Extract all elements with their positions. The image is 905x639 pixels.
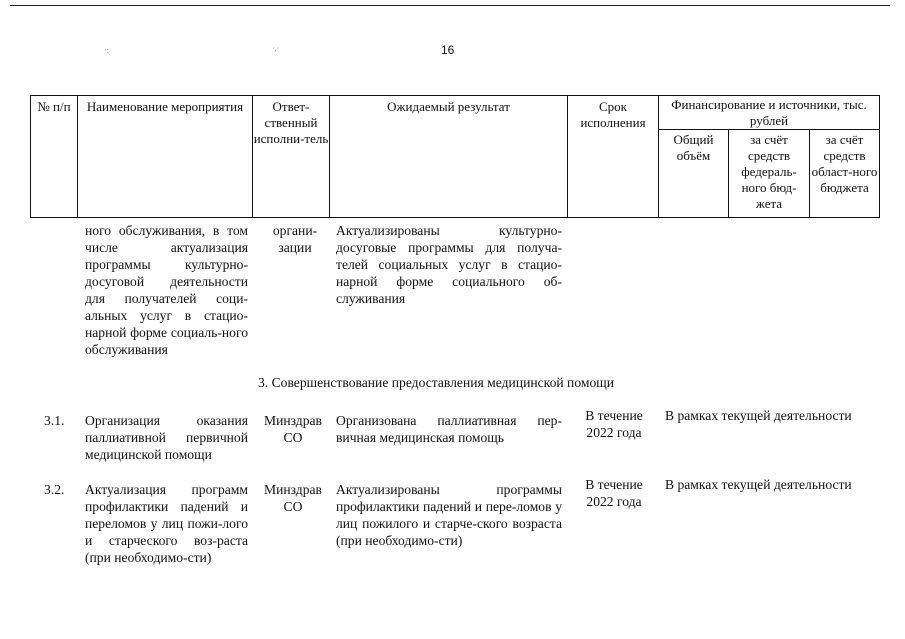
header-name: Наименование мероприятия [78, 96, 253, 218]
row-result: Организована паллиативная пер-вичная медицинская помощь [336, 413, 562, 445]
continuation-result: Актуализированы культурно-досуговые программы для получа-телей социальных услуг в стацио-нарной форме социального об-служивания [336, 223, 562, 306]
section-title: 3. Совершенствование предоставления медицинской помощи [258, 375, 615, 390]
scan-edge-line [10, 5, 890, 6]
row-term: В течение 2022 года [585, 477, 643, 509]
header-number: № п/п [31, 96, 78, 218]
row-result: Актуализированы программы профилактики падений и пере-ломов у лиц пожилого и старче-ского возраста (при необходимо-сти) [336, 482, 562, 548]
scan-speck: ·: [104, 46, 109, 55]
row-name: Актуализация программ профилактики падений и переломов у лиц пожи-лого и старческого воз-раста (при необходимо-сти) [85, 482, 248, 565]
header-result: Ожидаемый результат [330, 96, 568, 218]
header-responsible: Ответ-ственный исполни-тель [253, 96, 330, 218]
header-term: Срок исполнения [568, 96, 659, 218]
row-responsible: Минздрав СО [264, 482, 322, 514]
header-regional: за счёт средств област-ного бюджета [810, 130, 880, 218]
row-responsible: Минздрав СО [264, 413, 322, 445]
page-number: 16 [441, 43, 455, 57]
row-name: Организация оказания паллиативной первичной медицинской помощи [85, 413, 248, 462]
continuation-responsible: органи-зации [272, 223, 318, 255]
row-finance: В рамках текущей деятельности [665, 477, 852, 492]
row-finance: В рамках текущей деятельности [665, 408, 852, 423]
row-number: 3.1. [44, 413, 65, 428]
continuation-name: ного обслуживания, в том числе актуализация программы культурно-досуговой деятельности для получателей соци-альных услуг в стацио-нарной форме социаль-ного обслуживания [85, 223, 248, 357]
header-total: Общий объём [659, 130, 729, 218]
header-finance: Финансирование и источники, тыс. рублей [659, 96, 880, 130]
row-term: В течение 2022 года [585, 408, 643, 440]
table-header [30, 95, 880, 218]
scan-speck: ·.· [272, 44, 280, 53]
header-federal: за счёт средств федераль-ного бюд-жета [729, 130, 810, 218]
row-number: 3.2. [44, 482, 65, 497]
